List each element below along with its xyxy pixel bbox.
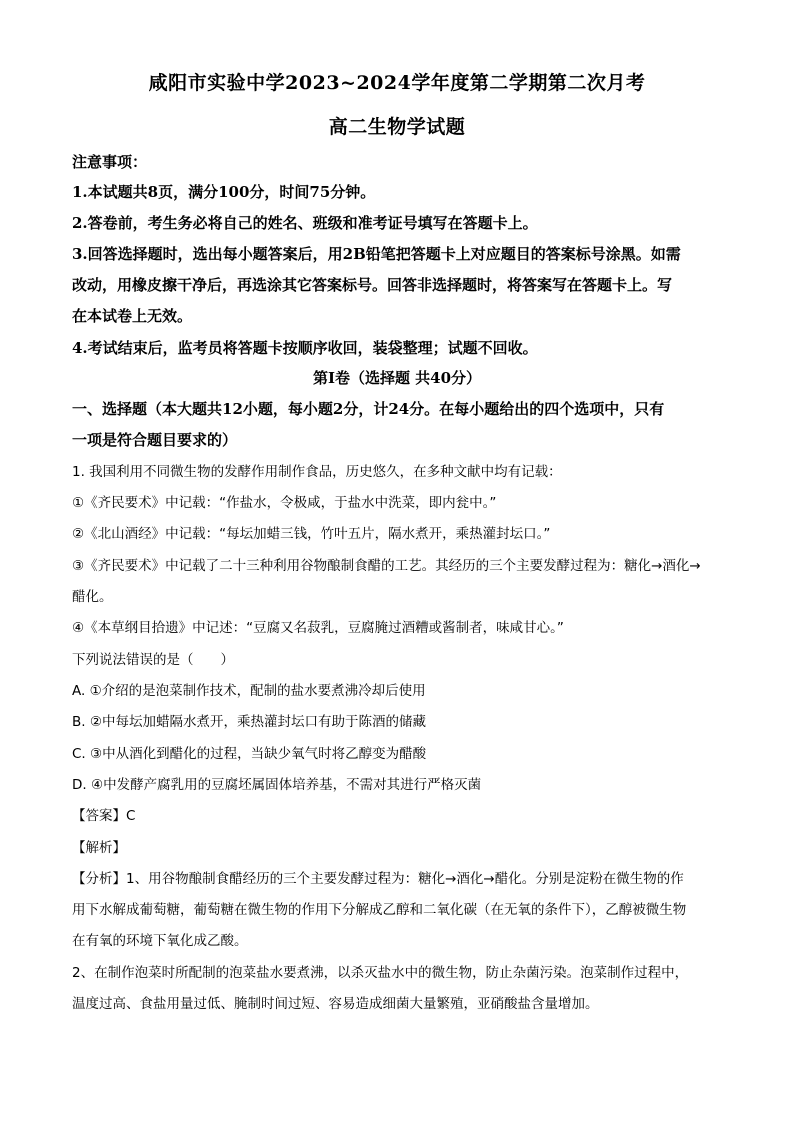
notice-item-2: 2.答卷前，考生务必将自己的姓名、班级和准考证号填写在答题卡上。 — [72, 214, 538, 232]
section-part-title: 第Ⅰ卷（选择题 共40分） — [312, 369, 482, 387]
question-1-answer: 【答案】C — [72, 808, 136, 824]
question-1-prompt: 下列说法错误的是（ ） — [72, 652, 234, 668]
notice-item-1: 1.本试题共8页，满分100分，时间75分钟。 — [72, 183, 376, 201]
question-1-stem: 1. 我国利用不同微生物的发酵作用制作食品，历史悠久，在多种文献中均有记载： — [72, 464, 562, 480]
notice-item-4: 4.考试结束后，监考员将答题卡按顺序收回，装袋整理；试题不回收。 — [72, 339, 538, 357]
question-1-statement-1: ①《齐民要术》中记载：“作盐水，令极咸，于盐水中洗菜，即内瓮中。” — [72, 495, 497, 511]
analysis-para-1-line-1: 【分析】1、用谷物酿制食醋经历的三个主要发酵过程为：糖化→酒化→醋化。分别是淀粉在微生物的作 — [72, 871, 684, 887]
notice-heading: 注意事项： — [72, 153, 148, 171]
question-1-option-d: D. ④中发酵产腐乳用的豆腐坯属固体培养基，不需对其进行严格灭菌 — [72, 777, 482, 793]
analysis-para-1-line-2: 用下水解成葡萄糖，葡萄糖在微生物的作用下分解成乙醇和二氧化碳（在无氧的条件下），乙醇被微生物 — [72, 902, 687, 918]
question-1-analysis-label: 【解析】 — [72, 840, 126, 856]
analysis-para-2-line-2: 温度过高、食盐用量过低、腌制时间过短、容易造成细菌大量繁殖，亚硝酸盐含量增加。 — [72, 996, 599, 1012]
question-1-statement-2: ②《北山酒经》中记载：“每坛加蜡三钱，竹叶五片，隔水煮开，乘热灌封坛口。” — [72, 526, 551, 542]
notice-item-3-line-3: 在本试卷上无效。 — [72, 307, 193, 325]
exam-title: 咸阳市实验中学2023~2024学年度第二学期第二次月考 — [148, 72, 646, 94]
section-heading-line-1: 一、选择题（本大题共12小题，每小题2分，计24分。在每小题给出的四个选项中，只有 — [72, 400, 665, 418]
exam-subtitle: 高二生物学试题 — [328, 116, 466, 138]
question-1-statement-4: ④《本草纲目拾遗》中记述：“豆腐又名菽乳，豆腐腌过酒糟或酱制者，味咸甘心。” — [72, 620, 564, 636]
question-1-option-a: A. ①介绍的是泡菜制作技术，配制的盐水要煮沸冷却后使用 — [72, 683, 426, 699]
question-1-option-c: C. ③中从酒化到醋化的过程，当缺少氧气时将乙醇变为醋酸 — [72, 746, 427, 762]
question-1-option-b: B. ②中每坛加蜡隔水煮开，乘热灌封坛口有助于陈酒的储藏 — [72, 714, 426, 730]
section-heading-line-2: 一项是符合题目要求的） — [72, 431, 238, 449]
question-1-statement-3-line-1: ③《齐民要术》中记载了二十三种利用谷物酿制食醋的工艺。其经历的三个主要发酵过程为：糖化→酒化→ — [72, 558, 701, 574]
analysis-para-1-line-3: 在有氧的环境下氧化成乙酸。 — [72, 933, 248, 949]
analysis-para-2-line-1: 2、在制作泡菜时所配制的泡菜盐水要煮沸，以杀灭盐水中的微生物，防止杂菌污染。泡菜制作过程中， — [72, 965, 689, 981]
notice-item-3-line-1: 3.回答选择题时，选出每小题答案后，用2B铅笔把答题卡上对应题目的答案标号涂黑。如需 — [72, 245, 681, 263]
question-1-statement-3-line-2: 醋化。 — [72, 589, 113, 605]
notice-item-3-line-2: 改动，用橡皮擦干净后，再选涂其它答案标号。回答非选择题时，将答案写在答题卡上。写 — [72, 276, 673, 294]
